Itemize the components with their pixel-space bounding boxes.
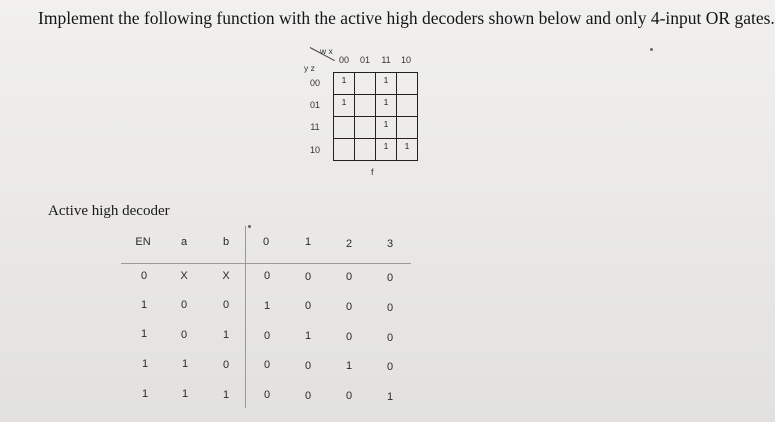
table-cell: 0: [263, 389, 271, 401]
table-cell: 1: [222, 389, 230, 401]
table-cell: 1: [222, 329, 230, 341]
table-cell: X: [222, 270, 230, 282]
table-cell: 0: [263, 359, 271, 371]
table-cell: 1: [141, 358, 149, 370]
stray-mark: [248, 225, 251, 228]
table-cell: 0: [345, 390, 353, 402]
table-cell: 0: [180, 299, 188, 311]
table-cell: 1: [140, 328, 148, 340]
table-cell: 0: [140, 270, 148, 282]
kmap-col-header: 11: [381, 55, 391, 65]
table-cell: 1: [181, 358, 189, 370]
table-cell: 1: [263, 300, 271, 312]
table-divider-vertical: [245, 226, 246, 408]
kmap-col-var-label: w x: [320, 46, 333, 56]
table-cell: 1: [304, 330, 312, 342]
table-cell: 0: [345, 331, 353, 343]
kmap-row-header: 01: [309, 100, 320, 110]
table-divider-horizontal: [121, 263, 411, 264]
table-cell: 0: [345, 271, 353, 283]
table-cell: 1: [140, 299, 148, 311]
table-header: 2: [345, 238, 353, 250]
table-cell: 0: [263, 270, 271, 282]
table-header: 1: [304, 236, 312, 248]
kmap-cell: 1: [334, 95, 355, 117]
kmap-cell: 1: [334, 73, 355, 95]
table-cell: 0: [222, 359, 230, 371]
table-cell: 0: [345, 301, 353, 313]
kmap-output-label: f: [371, 167, 374, 177]
kmap-cell: 1: [397, 139, 418, 161]
table-cell: 0: [386, 272, 394, 284]
kmap-cell: 1: [376, 117, 397, 139]
table-cell: 0: [304, 360, 312, 372]
table-header: EN: [135, 236, 151, 248]
table-cell: 0: [386, 302, 394, 314]
question-text: Implement the following function with the active high decoders shown below and only 4-input OR gates.: [38, 8, 775, 28]
kmap-row-header: 00: [309, 78, 320, 88]
table-cell: 0: [180, 329, 188, 341]
table-cell: 1: [386, 391, 394, 403]
table-cell: 0: [386, 361, 394, 373]
kmap-row-header: 10: [309, 145, 320, 155]
kmap-col-header: 00: [338, 55, 349, 65]
kmap-row-header: 11: [310, 122, 320, 132]
kmap-row-var-label: y z: [304, 63, 315, 73]
table-cell: 0: [263, 330, 271, 342]
table-cell: 0: [386, 332, 394, 344]
table-cell: 1: [141, 388, 149, 400]
table-header: a: [180, 236, 188, 248]
table-header: b: [222, 236, 230, 248]
kmap-cell: 1: [376, 95, 397, 117]
table-cell: 0: [304, 390, 312, 402]
kmap-cell: 1: [376, 139, 397, 161]
table-cell: X: [180, 270, 188, 282]
kmap-col-header: 10: [400, 55, 411, 65]
table-cell: 1: [181, 388, 189, 400]
kmap-cell: 1: [376, 73, 397, 95]
table-cell: 1: [345, 360, 353, 372]
table-header: 3: [386, 238, 394, 250]
table-header: 0: [262, 236, 270, 248]
table-cell: 0: [304, 271, 312, 283]
table-cell: 0: [304, 300, 312, 312]
table-cell: 0: [222, 299, 230, 311]
kmap-col-header: 01: [359, 55, 370, 65]
decoder-title: Active high decoder: [48, 203, 170, 219]
